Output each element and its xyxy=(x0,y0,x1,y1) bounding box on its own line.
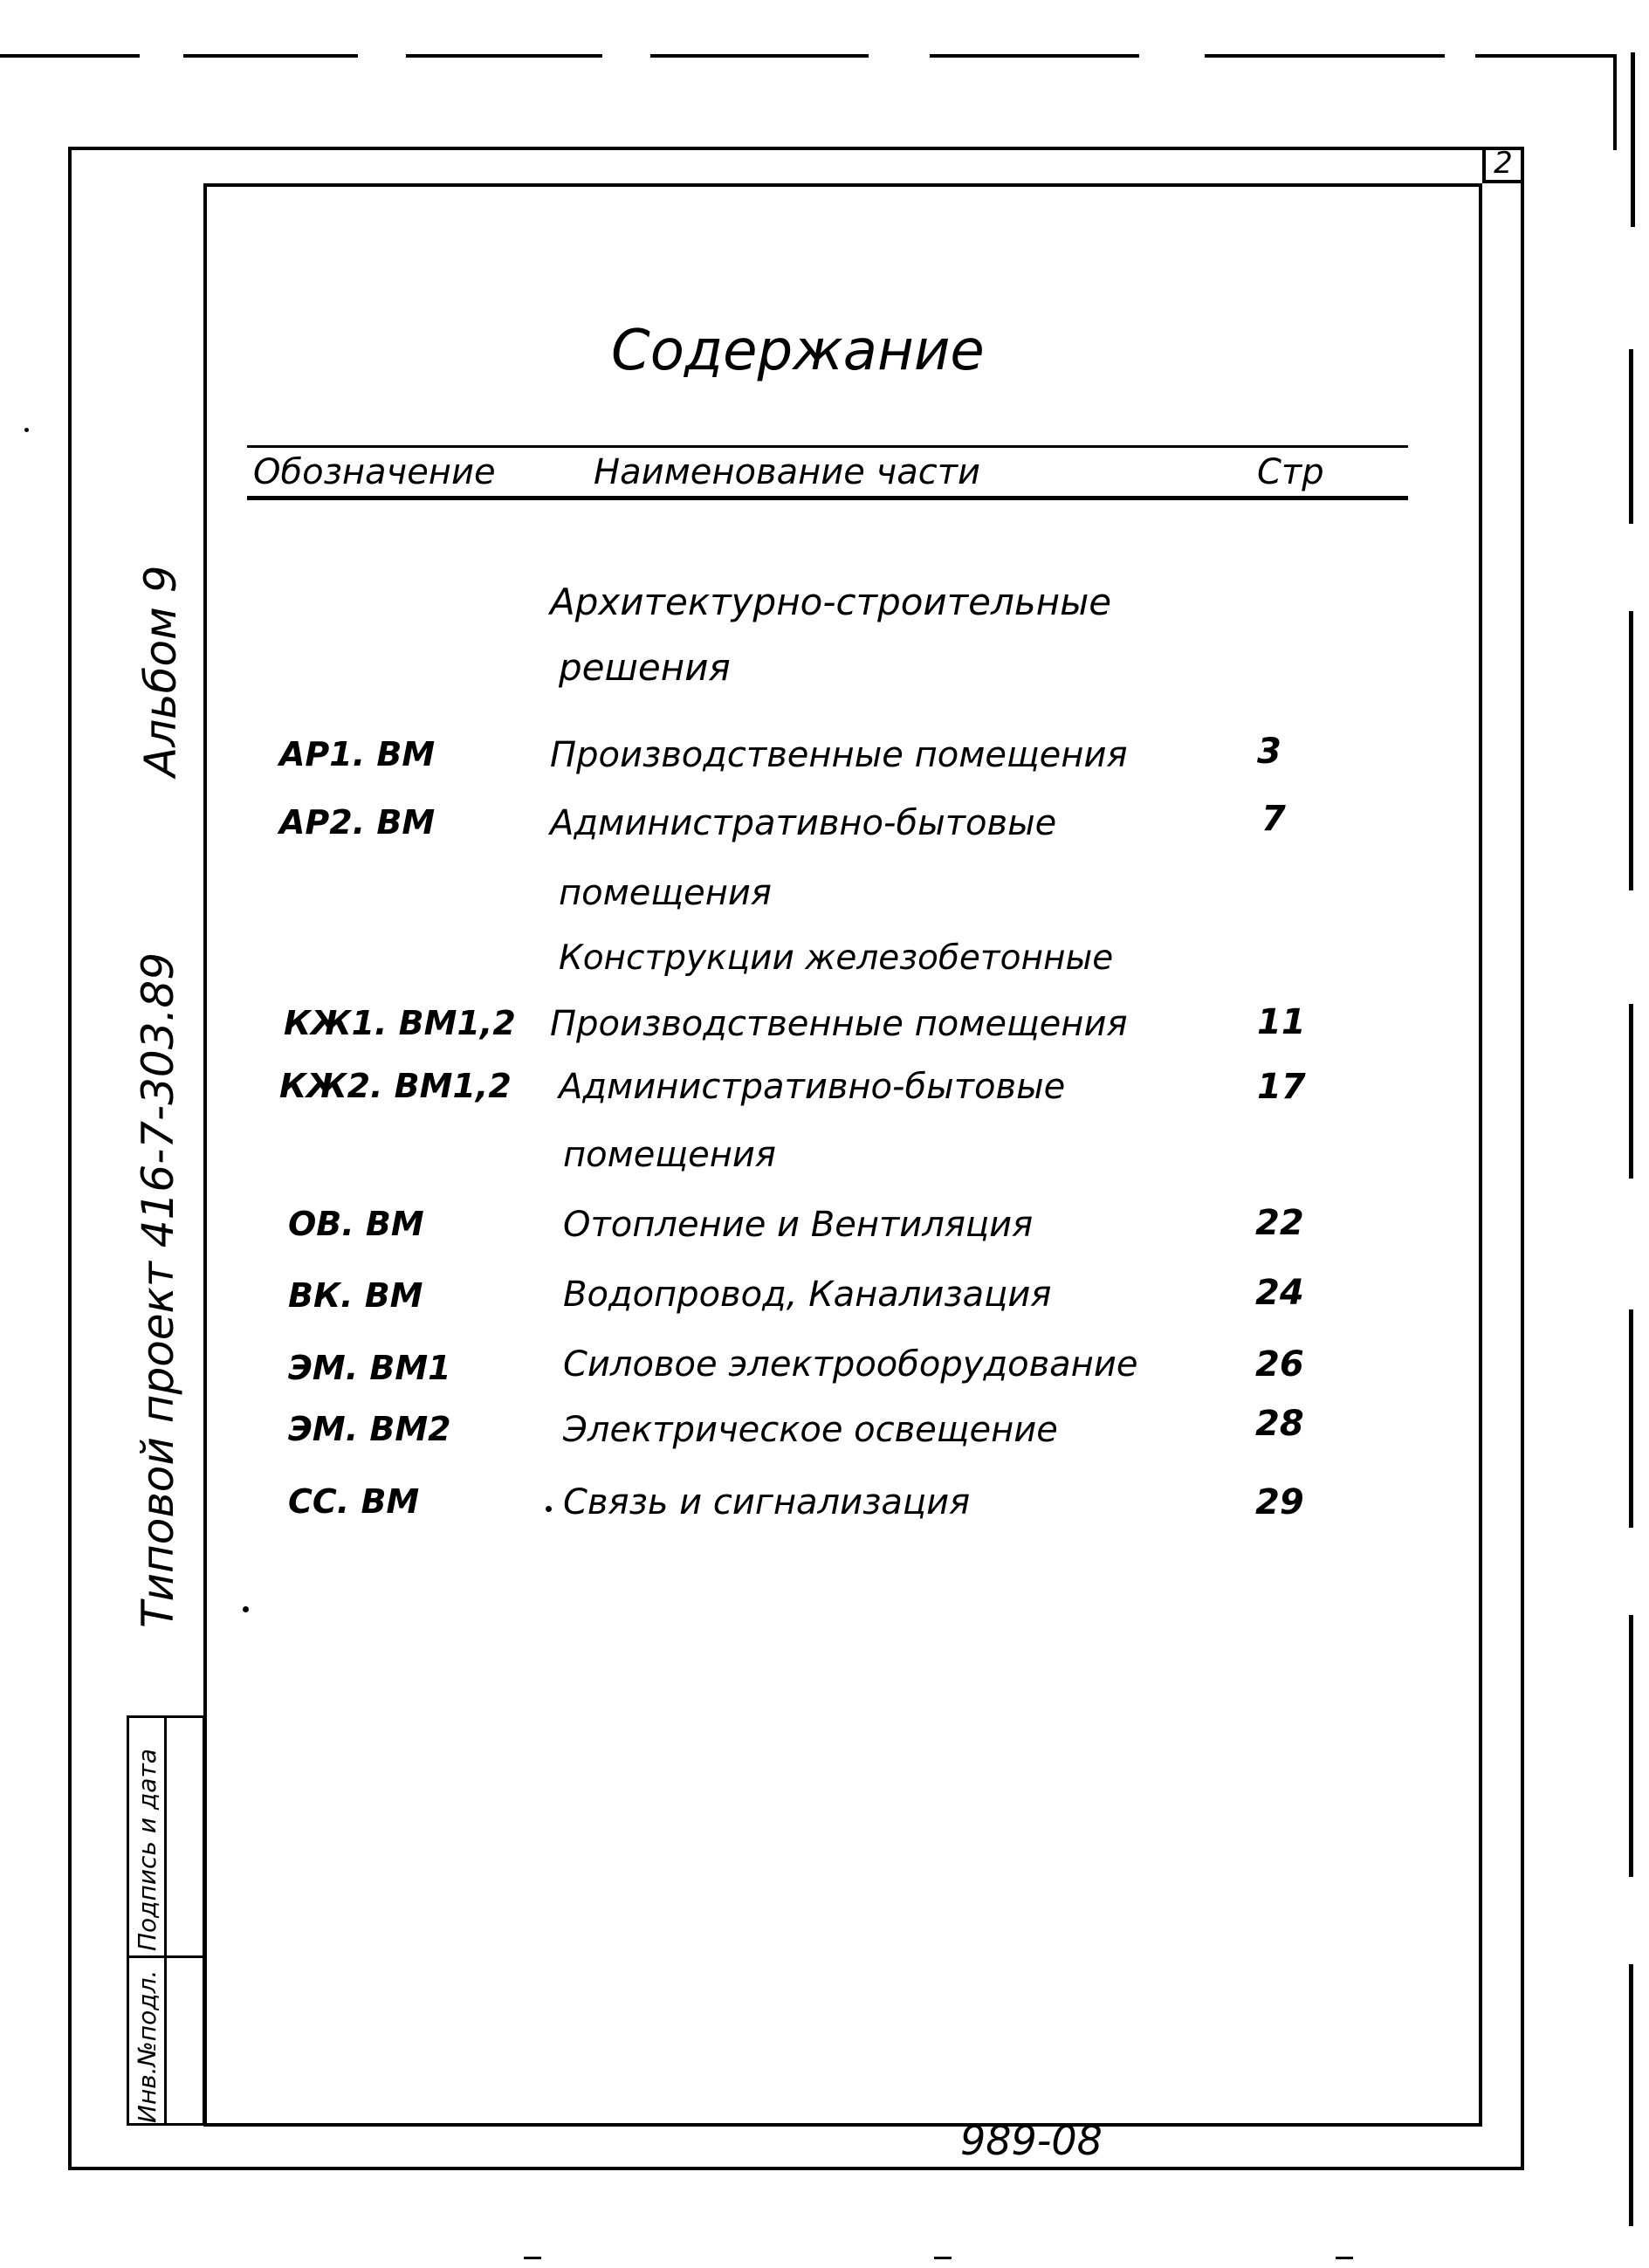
row-name: Электрическое освещение xyxy=(563,1410,1058,1450)
section-heading: Архитектурно-строительные xyxy=(550,581,1112,623)
row-name-continued: помещения xyxy=(559,873,772,913)
footer-code: 989-08 xyxy=(960,2117,1103,2164)
scan-edge-mark xyxy=(1631,52,1635,227)
row-page: 7 xyxy=(1261,799,1286,839)
row-code: ЭМ. ВМ2 xyxy=(288,1410,451,1448)
header-page: Стр xyxy=(1257,452,1324,492)
row-page: 28 xyxy=(1255,1404,1304,1444)
row-page: 29 xyxy=(1255,1482,1304,1522)
row-name: Водопровод, Канализация xyxy=(563,1275,1052,1315)
row-code: ВК. ВМ xyxy=(288,1276,423,1315)
row-code: АР2. ВМ xyxy=(279,803,436,842)
row-code: СС. ВМ xyxy=(288,1482,420,1521)
side-project-title: Типовой проект 416-7-303.89 xyxy=(133,952,183,1628)
row-name-continued: помещения xyxy=(563,1135,776,1175)
cut-line-segment xyxy=(0,54,140,58)
scan-edge-mark xyxy=(1629,1004,1633,1179)
scan-edge-mark xyxy=(1629,611,1633,890)
section-heading: решения xyxy=(559,646,731,689)
scan-edge-mark xyxy=(1629,349,1633,524)
scan-edge-mark xyxy=(1629,1964,1633,2226)
row-name: Административно-бытовые xyxy=(559,1067,1066,1107)
row-code: КЖ2. ВМ1,2 xyxy=(279,1067,512,1105)
scan-bottom-mark xyxy=(1336,2257,1353,2259)
row-code: ОВ. ВМ xyxy=(288,1205,424,1243)
scan-edge-mark xyxy=(1629,1309,1633,1528)
row-page: 17 xyxy=(1257,1067,1306,1107)
header-top-rule xyxy=(247,445,1408,448)
stamp-inv-label: Инв.№подл. xyxy=(133,1969,161,2123)
row-code: ЭМ. ВМ1 xyxy=(288,1349,451,1387)
header-part-name: Наименование части xyxy=(594,452,980,492)
scan-edge-mark xyxy=(1629,1615,1633,1877)
row-name: Производственные помещения xyxy=(550,1004,1128,1044)
row-name: Связь и сигнализация xyxy=(563,1482,971,1522)
scan-bottom-mark xyxy=(934,2257,952,2259)
row-code: КЖ1. ВМ1,2 xyxy=(284,1004,516,1042)
row-page: 24 xyxy=(1255,1273,1304,1313)
row-name: Административно-бытовые xyxy=(550,803,1057,843)
row-page: 3 xyxy=(1257,732,1281,772)
stamp-signature-label: Подпись и дата xyxy=(133,1749,161,1951)
scan-speck xyxy=(24,428,29,432)
page-title: Содержание xyxy=(611,319,985,383)
header-designation: Обозначение xyxy=(253,452,496,492)
cut-line-segment xyxy=(930,54,1139,58)
cut-line-segment xyxy=(650,54,869,58)
header-bottom-rule xyxy=(247,496,1408,500)
row-code: АР1. ВМ xyxy=(279,735,436,773)
cut-line-segment xyxy=(406,54,602,58)
frame-bottom-line xyxy=(203,2123,1482,2127)
section-heading: Конструкции железобетонные xyxy=(559,938,1114,978)
scan-bottom-mark xyxy=(524,2257,541,2259)
side-album: Альбом 9 xyxy=(135,565,186,777)
row-name: Отопление и Вентиляция xyxy=(563,1205,1034,1245)
cut-line-segment xyxy=(1205,54,1445,58)
scan-speck xyxy=(243,1606,249,1612)
row-page: 22 xyxy=(1255,1203,1304,1243)
row-page: 26 xyxy=(1255,1344,1304,1385)
row-name: Производственные помещения xyxy=(550,735,1128,775)
row-page: 11 xyxy=(1257,1002,1306,1042)
page-number: 2 xyxy=(1482,147,1524,183)
cut-line-segment xyxy=(183,54,358,58)
cut-line-corner xyxy=(1613,54,1617,150)
cut-line-segment xyxy=(1475,54,1615,58)
scan-speck xyxy=(546,1506,552,1512)
stamp-divider xyxy=(164,1715,167,2126)
row-name: Силовое электрооборудование xyxy=(563,1344,1138,1385)
